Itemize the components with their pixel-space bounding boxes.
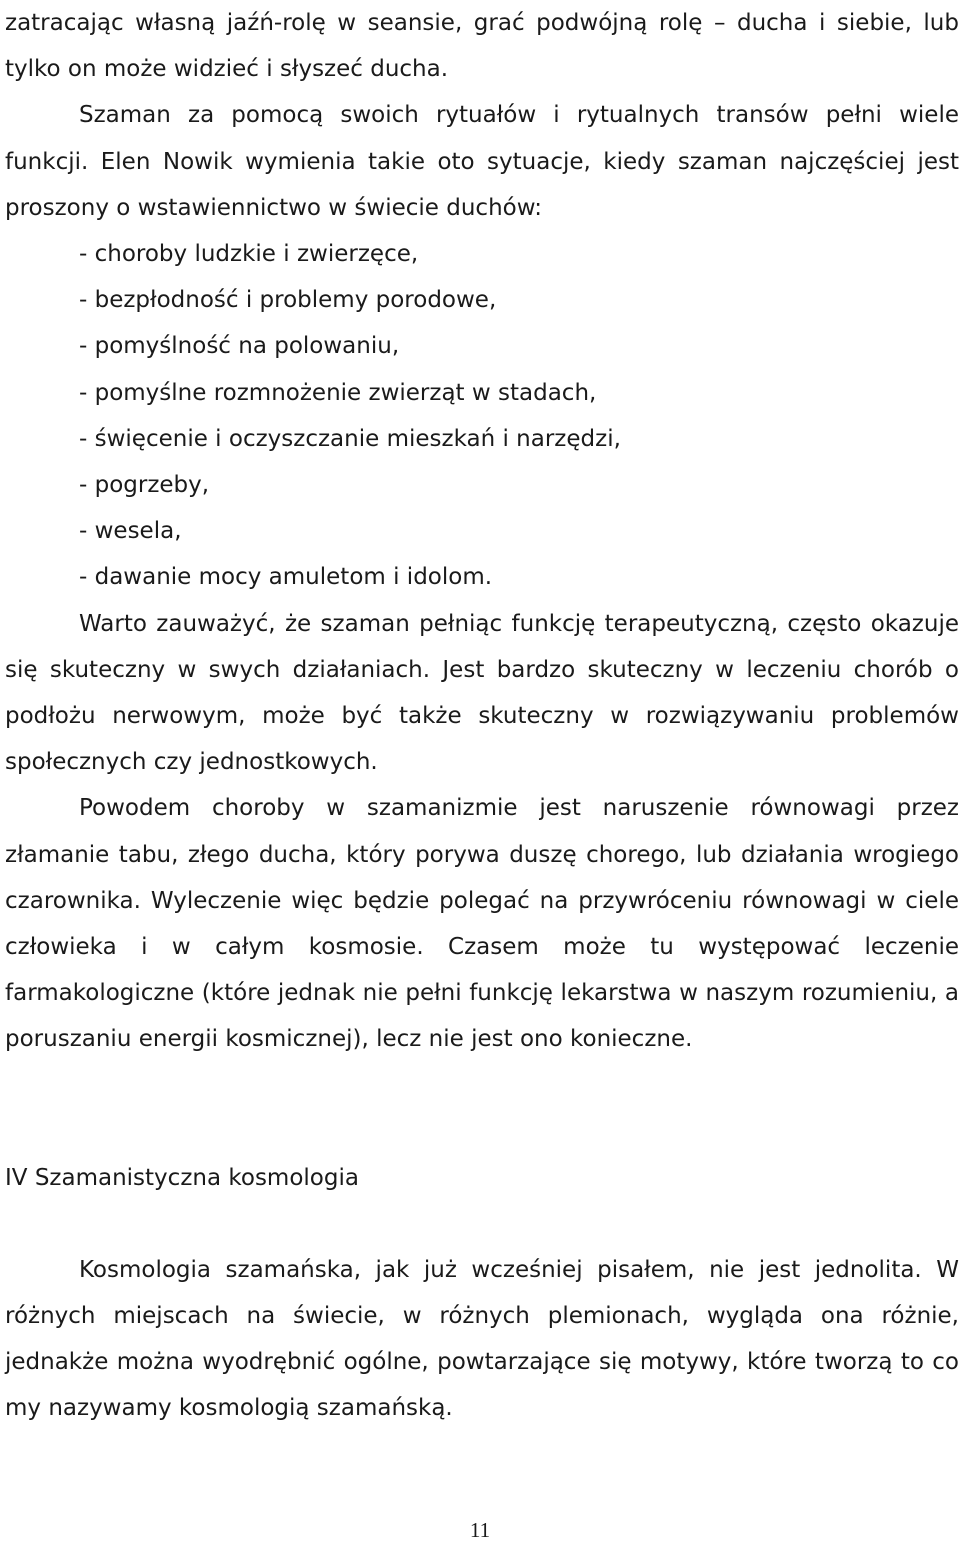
spacer xyxy=(5,1063,959,1155)
list-item: - pogrzeby, xyxy=(79,472,210,499)
section-heading: IV Szamanistyczna kosmologia xyxy=(5,1164,359,1191)
page-number: 11 xyxy=(469,1518,491,1542)
list-item: - bezpłodność i problemy porodowe, xyxy=(79,287,497,314)
paragraph-shaman-functions: Szaman za pomocą swoich rytuałów i rytualnych transów pełni wiele funkcji. Elen Nowik wymienia takie oto sytuacje, kiedy szaman najczęściej jest proszony o wstawiennictwo w świecie duchów: xyxy=(5,102,959,221)
list-item: - święcenie i oczyszczanie mieszkań i narzędzi, xyxy=(79,425,621,452)
document-page xyxy=(5,0,959,1432)
list-item: - pomyślne rozmnożenie zwierząt w stadach, xyxy=(79,379,597,406)
spacer xyxy=(5,1201,959,1247)
situations-list xyxy=(5,231,959,601)
list-item: - pomyślność na polowaniu, xyxy=(79,333,400,360)
list-item: - choroby ludzkie i zwierzęce, xyxy=(79,241,419,268)
paragraph-continued: zatracając własną jaźń-rolę w seansie, grać podwójną rolę – ducha i siebie, lub tylko on może widzieć i słyszeć ducha. xyxy=(5,10,959,83)
list-item: - dawanie mocy amuletom i idolom. xyxy=(79,564,493,591)
list-item: - wesela, xyxy=(79,518,182,545)
paragraph-illness-cause: Powodem choroby w szamanizmie jest naruszenie równowagi przez złamanie tabu, złego ducha, który porywa duszę chorego, lub działania wrogiego czarownika. Wyleczenie więc będzie polegać na przywróceniu równowagi w ciele człowieka i w całym kosmosie. Czasem może tu występować leczenie farmakologiczne (które jednak nie pełni funkcję lekarstwa w naszym rozumieniu, a poruszaniu energii kosmicznej), lecz nie jest ono konieczne. xyxy=(5,795,959,1053)
paragraph-therapeutic: Warto zauważyć, że szaman pełniąc funkcję terapeutyczną, często okazuje się skuteczny w swych działaniach. Jest bardzo skuteczny w leczeniu chorób o podłożu nerwowym, może być także skuteczny w rozwiązywaniu problemów społecznych czy jednostkowych. xyxy=(5,610,959,776)
paragraph-cosmology: Kosmologia szamańska, jak już wcześniej pisałem, nie jest jednolita. W różnych miejscach na świecie, w różnych plemionach, wygląda ona różnie, jednakże można wyodrębnić ogólne, powtarzające się motywy, które tworzą to co my nazywamy kosmologią szamańską. xyxy=(5,1256,959,1422)
